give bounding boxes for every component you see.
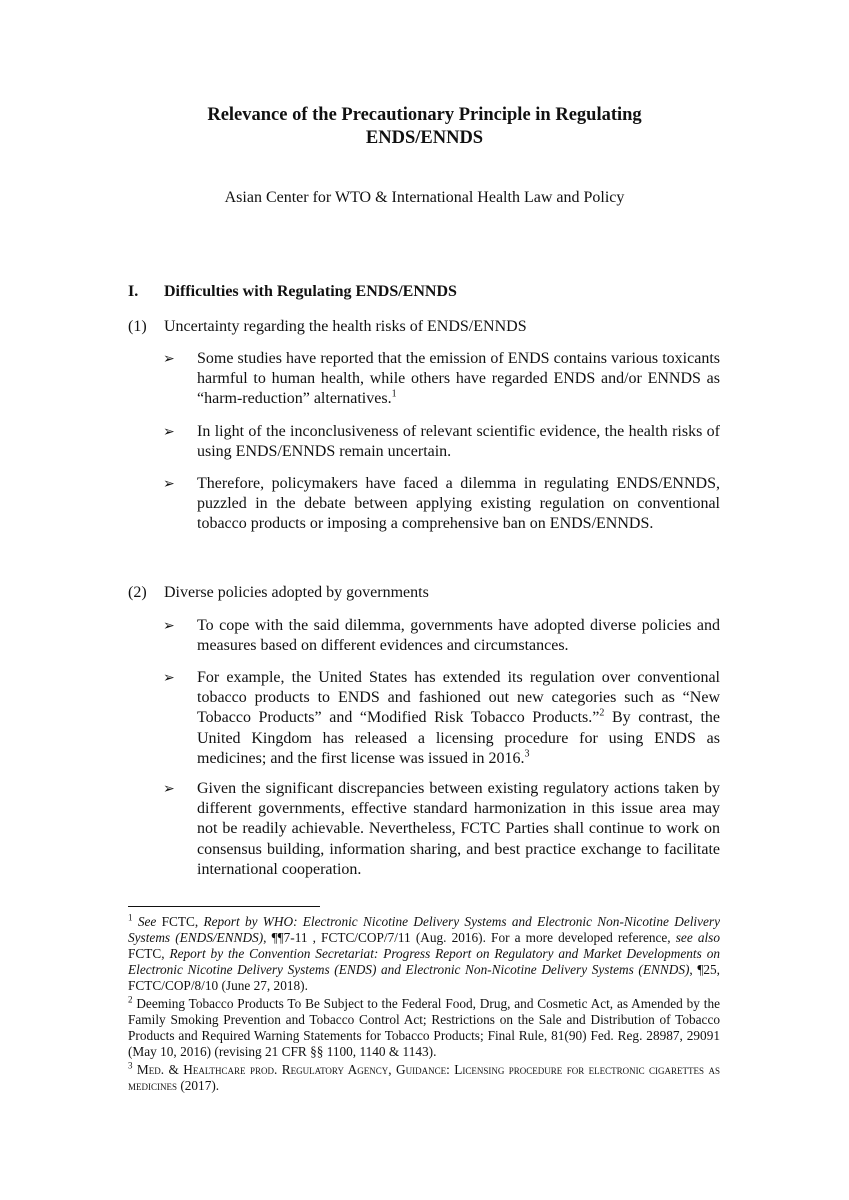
title-line-2: ENDS/ENNDS bbox=[365, 128, 484, 148]
footnote-signal: see also bbox=[675, 930, 721, 946]
footnote-signal: See bbox=[137, 914, 157, 929]
bullet-text: By contrast, the United Kingdom has released a licensing procedure for using ENDS as medicines; and the first license was issued in 2016. bbox=[197, 709, 720, 767]
footnote-number: 2 bbox=[128, 994, 133, 1005]
bullet-text: Some studies have reported that the emission of ENDS contains various toxicants harmful to human health, while others have regarded ENDS and/or ENNDS as “harm-reduction” alternatives. bbox=[197, 350, 720, 408]
bullet-item bbox=[163, 616, 720, 656]
footnote-number: 3 bbox=[128, 1060, 133, 1071]
subsection-heading-2 bbox=[128, 582, 429, 604]
arrowhead-bullet-icon: ➢ bbox=[163, 476, 175, 492]
footnote-title: Report by the Convention Secretariat: Progress Report on Regulatory and Market Developments on Electronic Nicotine Delivery Systems (ENDS) and Electronic Non-Nicotine Delivery Systems (ENNDS) bbox=[128, 946, 720, 978]
footnote-title: Report by WHO: Electronic Nicotine Delivery Systems and Electronic Non-Nicotine Delivery Systems (ENDS/ENNDS) bbox=[128, 914, 720, 946]
arrowhead-bullet-icon: ➢ bbox=[163, 618, 175, 634]
bullet-text: For example, the United States has extended its regulation over conventional tobacco products to ENDS and fashioned out new categories such as “New Tobacco Products” and “Modified Risk Tobacco Products.” bbox=[197, 669, 720, 727]
section-number: I. bbox=[128, 283, 139, 300]
bullet-item bbox=[163, 422, 720, 462]
subsection-heading-1 bbox=[128, 316, 527, 338]
arrowhead-bullet-icon: ➢ bbox=[163, 424, 175, 440]
section-heading bbox=[128, 281, 457, 303]
subsection-number: (1) bbox=[128, 318, 147, 335]
author-affiliation: Asian Center for WTO & International Health Law and Policy bbox=[224, 189, 625, 206]
section-title: Difficulties with Regulating ENDS/ENNDS bbox=[164, 283, 457, 300]
bullet-item bbox=[163, 349, 720, 410]
arrowhead-bullet-icon: ➢ bbox=[163, 781, 175, 797]
bullet-text: To cope with the said dilemma, governments have adopted diverse policies and measures based on different evidences and circumstances. bbox=[197, 617, 720, 655]
footnote-ref[interactable]: 3 bbox=[524, 748, 530, 760]
bullet-text: In light of the inconclusiveness of relevant scientific evidence, the health risks of using ENDS/ENNDS remain uncertain. bbox=[197, 423, 720, 461]
footnote-text: Med. & Healthcare prod. Regulatory Agency, Guidance: Licensing procedure for electronic cigarettes as medicines (2017). bbox=[128, 1062, 720, 1094]
bullet-text: Therefore, policymakers have faced a dilemma in regulating ENDS/ENNDS, puzzled in the debate between applying existing regulation on conventional tobacco products or imposing a comprehensive ban on ENDS/ENNDS. bbox=[197, 475, 720, 533]
bullet-item bbox=[163, 779, 720, 880]
arrowhead-bullet-icon: ➢ bbox=[163, 351, 175, 367]
title-line-1: Relevance of the Precautionary Principle in Regulating bbox=[207, 105, 642, 125]
footnote-number: 1 bbox=[128, 912, 133, 923]
footnote-text: FCTC, bbox=[128, 946, 170, 962]
footnote-text: , ¶¶7-11 , FCTC/COP/7/11 (Aug. 2016). For a more developed reference, bbox=[263, 930, 676, 946]
subsection-number: (2) bbox=[128, 584, 147, 601]
footnote-3 bbox=[128, 1062, 720, 1094]
subsection-title: Uncertainty regarding the health risks of ENDS/ENNDS bbox=[164, 318, 527, 335]
bullet-item bbox=[163, 668, 720, 769]
footnote-text: Deeming Tobacco Products To Be Subject to the Federal Food, Drug, and Cosmetic Act, as Amended by the Family Smoking Prevention and Tobacco Control Act; Restrictions on the Sale and Distribution of Tobacco Products and Required Warning Statements for Tobacco Products; Final Rule, 81(90) Fed. Reg. 28987, 29091 (May 10, 2016) (revising 21 CFR §§ 1100, 1140 & 1143). bbox=[128, 996, 720, 1060]
footnote-1 bbox=[128, 914, 720, 994]
arrowhead-bullet-icon: ➢ bbox=[163, 670, 175, 686]
footnote-ref[interactable]: 2 bbox=[599, 708, 605, 720]
footnote-text: FCTC, bbox=[156, 914, 204, 929]
bullet-item bbox=[163, 474, 720, 535]
footnote-2 bbox=[128, 996, 720, 1060]
footnote-ref[interactable]: 1 bbox=[391, 389, 397, 401]
subsection-title: Diverse policies adopted by governments bbox=[164, 584, 429, 601]
footnote-divider bbox=[128, 906, 320, 907]
footnote-text: , ¶25, FCTC/COP/8/10 (June 27, 2018). bbox=[128, 962, 720, 994]
document-title bbox=[100, 104, 749, 150]
bullet-text: Given the significant discrepancies between existing regulatory actions taken by different governments, effective standard harmonization in this issue area may not be readily achievable. Nevertheless, FCTC Parties shall continue to work on consensus building, information sharing, and best practice exchange to facilitate international cooperation. bbox=[197, 780, 720, 878]
